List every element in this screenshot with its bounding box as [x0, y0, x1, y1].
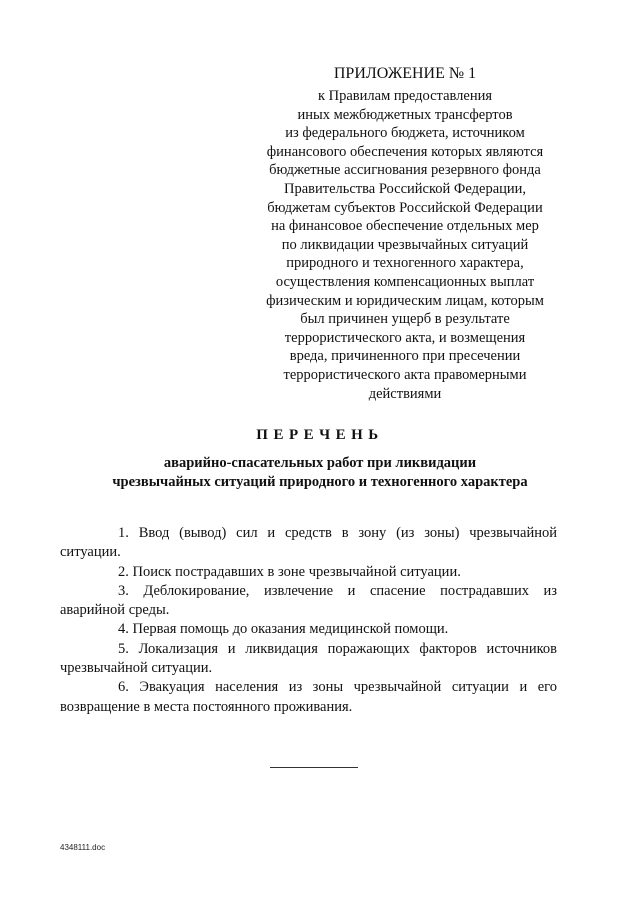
- list-item: 5. Локализация и ликвидация поражающих факторов источников чрезвычайной ситуации.: [60, 640, 557, 677]
- list-item: 2. Поиск пострадавших в зоне чрезвычайной ситуации.: [118, 563, 461, 580]
- list-item: 4. Первая помощь до оказания медицинской помощи.: [118, 621, 449, 638]
- appendix-line: к Правилам предоставления: [317, 88, 493, 104]
- list-item: 1. Ввод (вывод) сил и средств в зону (из зоны) чрезвычайной ситуации.: [60, 525, 557, 561]
- document-subheading: [60, 454, 580, 491]
- appendix-line: вреда, причиненного при пресечении: [289, 348, 521, 365]
- subheading-line: аварийно-спасательных работ при ликвидации: [163, 455, 477, 471]
- appendix-line: финансового обеспечения которых являются: [266, 143, 544, 160]
- appendix-line: физическим и юридическим лицам, которым: [266, 292, 544, 309]
- appendix-line: террористического акта, и возмещения: [284, 329, 526, 346]
- appendix-line: на финансовое обеспечение отдельных мер: [271, 218, 539, 235]
- appendix-line: террористического акта правомерными: [283, 366, 527, 383]
- end-divider: [270, 767, 358, 768]
- list-item: 3. Деблокирование, извлечение и спасение пострадавших из аварийной среды.: [60, 582, 557, 619]
- appendix-line: природного и техногенного характера,: [286, 255, 524, 272]
- appendix-line: осуществления компенсационных выплат: [275, 273, 535, 290]
- appendix-line: иных межбюджетных трансфертов: [297, 106, 513, 123]
- list-item: 6. Эвакуация населения из зоны чрезвычайной ситуации и его возвращение в места постоянного проживания.: [60, 679, 557, 715]
- appendix-line: действиями: [368, 385, 442, 402]
- subheading-line: чрезвычайных ситуаций природного и техногенного характера: [112, 473, 528, 490]
- appendix-line: бюджетам субъектов Российской Федерации: [267, 199, 543, 216]
- works-list: [60, 524, 557, 717]
- appendix-line: по ликвидации чрезвычайных ситуаций: [281, 236, 529, 253]
- document-heading: ПЕРЕЧЕНЬ: [256, 427, 384, 443]
- appendix-line: бюджетные ассигнования резервного фонда: [269, 162, 541, 179]
- appendix-line: Правительства Российской Федерации,: [283, 180, 527, 197]
- appendix-block: [240, 64, 570, 403]
- appendix-line: из федерального бюджета, источником: [285, 125, 525, 142]
- appendix-line: был причинен ущерб в результате: [300, 311, 510, 328]
- file-name-footer: 4348111.doc: [60, 843, 106, 852]
- appendix-title: ПРИЛОЖЕНИЕ № 1: [333, 65, 477, 82]
